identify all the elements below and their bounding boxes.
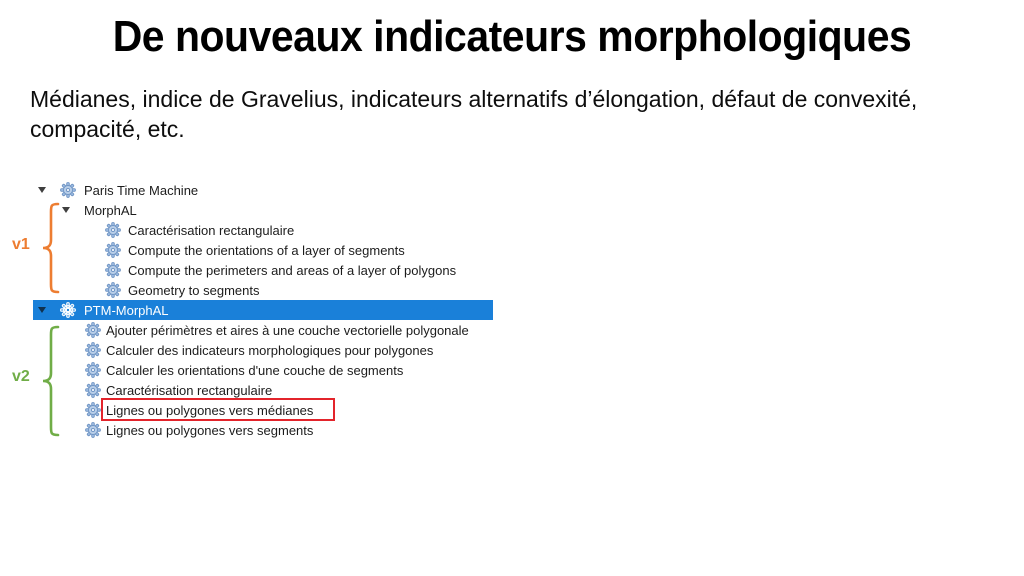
processing-toolbox-tree xyxy=(33,180,513,440)
tree-item-label: Ajouter périmètres et aires à une couche vectorielle polygonale xyxy=(106,323,469,338)
tree-item-label: Caractérisation rectangulaire xyxy=(106,383,273,398)
tree-item-label: MorphAL xyxy=(84,203,137,218)
subtitle-line-2: compacité, etc. xyxy=(30,116,185,142)
slide-title: De nouveaux indicateurs morphologiques xyxy=(112,12,912,61)
chevron-down-icon[interactable] xyxy=(62,207,70,213)
annotation-v2-brace xyxy=(40,325,60,437)
chevron-down-icon[interactable] xyxy=(38,187,46,193)
tree-item-compute-orientations[interactable] xyxy=(33,240,503,260)
gear-icon xyxy=(105,222,121,238)
subtitle-line-1: Médianes, indice de Gravelius, indicateurs alternatifs d’élongation, défaut de convexité, xyxy=(30,86,918,112)
tree-item-label: Paris Time Machine xyxy=(84,183,199,198)
tree-item-label: PTM-MorphAL xyxy=(84,303,169,318)
tree-item-ajouter-perimetres[interactable] xyxy=(33,320,503,340)
tree-item-compute-perimeters[interactable] xyxy=(33,260,503,280)
gear-icon xyxy=(85,402,101,418)
tree-item-label: Lignes ou polygones vers segments xyxy=(106,423,314,438)
tree-item-label: Lignes ou polygones vers médianes xyxy=(106,403,314,418)
tree-item-geometry-to-segments[interactable] xyxy=(33,280,503,300)
annotation-v1-brace xyxy=(40,202,60,294)
slide-subtitle xyxy=(30,84,990,144)
tree-item-ptm-morphal-selected[interactable] xyxy=(33,300,493,320)
gear-icon xyxy=(105,242,121,258)
annotation-v2-label: v2 xyxy=(12,368,30,385)
gear-icon xyxy=(85,342,101,358)
tree-item-paris-time-machine[interactable] xyxy=(33,180,503,200)
tree-item-lignes-vers-segments[interactable] xyxy=(33,420,503,440)
gear-icon xyxy=(85,382,101,398)
gear-icon xyxy=(85,322,101,338)
tree-item-caracterisation-rectangulaire-v1[interactable] xyxy=(33,220,503,240)
tree-item-lignes-vers-medianes[interactable] xyxy=(33,400,503,420)
tree-item-label: Caractérisation rectangulaire xyxy=(128,223,295,238)
tree-item-label: Compute the perimeters and areas of a layer of polygons xyxy=(128,263,457,278)
chevron-down-icon[interactable] xyxy=(38,307,46,313)
tree-item-label: Calculer les orientations d'une couche de segments xyxy=(106,363,404,378)
annotation-v1-label: v1 xyxy=(12,236,30,253)
tree-item-label: Compute the orientations of a layer of segments xyxy=(128,243,405,258)
tree-item-caracterisation-rectangulaire-v2[interactable] xyxy=(33,380,503,400)
tree-item-calculer-indicateurs[interactable] xyxy=(33,340,503,360)
gear-icon xyxy=(105,262,121,278)
gear-icon xyxy=(60,182,76,198)
tree-item-label: Geometry to segments xyxy=(128,283,260,298)
tree-item-label: Calculer des indicateurs morphologiques pour polygones xyxy=(106,343,434,358)
gear-icon xyxy=(85,422,101,438)
tree-item-morphal[interactable] xyxy=(33,200,503,220)
gear-icon xyxy=(60,302,76,318)
gear-icon xyxy=(85,362,101,378)
gear-icon xyxy=(105,282,121,298)
tree-item-calculer-orientations[interactable] xyxy=(33,360,503,380)
